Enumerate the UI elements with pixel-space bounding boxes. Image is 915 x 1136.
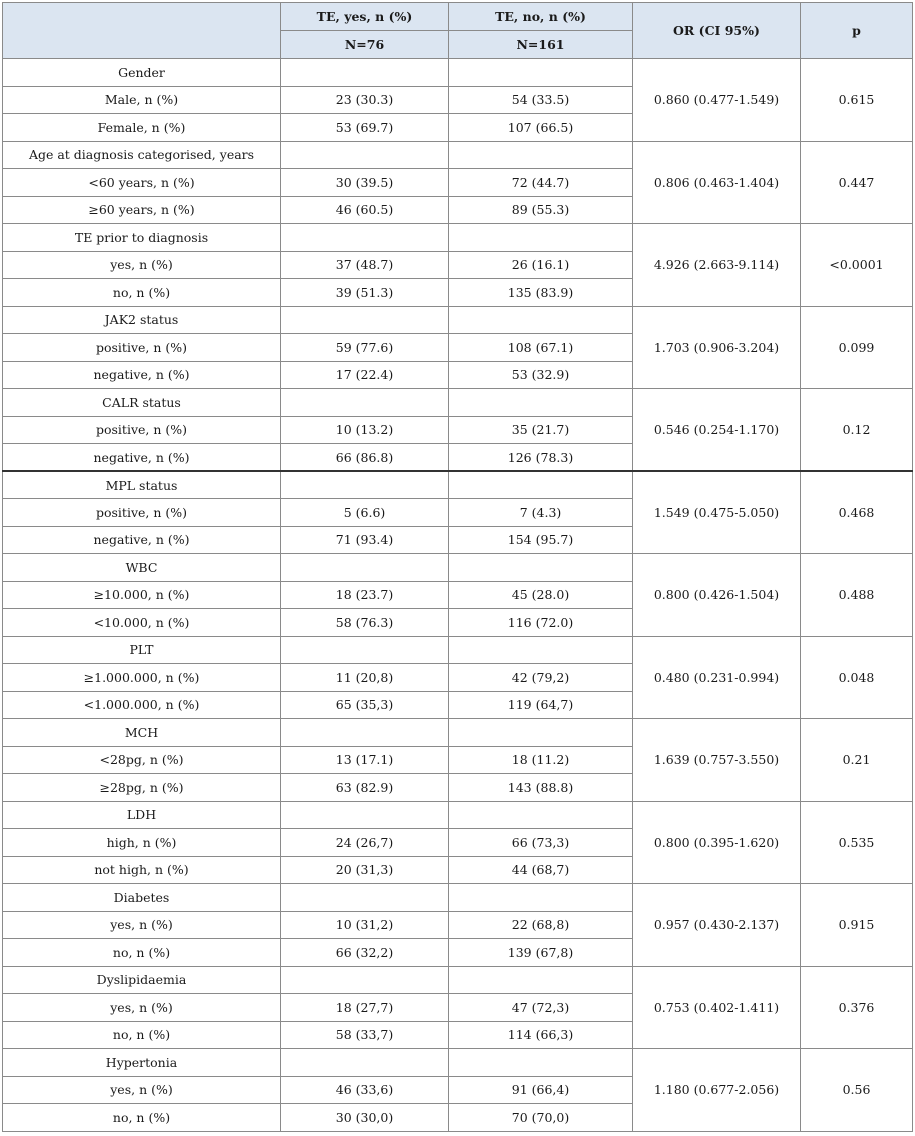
empty-cell-no — [449, 389, 633, 417]
empty-cell-yes — [281, 224, 449, 252]
te-yes-value: 17 (22.4) — [281, 361, 449, 389]
te-no-value: 72 (44.7) — [449, 169, 633, 197]
te-yes-value: 13 (17.1) — [281, 746, 449, 774]
empty-cell-no — [449, 801, 633, 829]
te-yes-value: 11 (20,8) — [281, 664, 449, 692]
te-yes-value: 5 (6.6) — [281, 499, 449, 527]
table-row-section-title — [3, 306, 913, 334]
category-label: yes, n (%) — [3, 1076, 281, 1104]
te-yes-value: 37 (48.7) — [281, 251, 449, 279]
odds-ratio-cell: 0.957 (0.430-2.137) — [633, 884, 801, 967]
header-te-yes-count: N=76 — [281, 31, 449, 59]
te-no-value: 70 (70,0) — [449, 1104, 633, 1132]
category-label: positive, n (%) — [3, 499, 281, 527]
empty-cell-yes — [281, 636, 449, 664]
p-value-cell: 0.535 — [801, 801, 913, 884]
category-label: yes, n (%) — [3, 251, 281, 279]
category-label: yes, n (%) — [3, 994, 281, 1022]
te-yes-value: 24 (26,7) — [281, 829, 449, 857]
te-no-value: 135 (83.9) — [449, 279, 633, 307]
te-yes-value: 18 (27,7) — [281, 994, 449, 1022]
category-label: no, n (%) — [3, 939, 281, 967]
variable-title: PLT — [3, 636, 281, 664]
te-yes-value: 20 (31,3) — [281, 856, 449, 884]
te-yes-value: 59 (77.6) — [281, 334, 449, 362]
odds-ratio-cell: 1.180 (0.677-2.056) — [633, 1049, 801, 1132]
p-value-cell: 0.099 — [801, 306, 913, 389]
te-yes-value: 63 (82.9) — [281, 774, 449, 802]
variable-title: Diabetes — [3, 884, 281, 912]
empty-cell-yes — [281, 884, 449, 912]
empty-cell-no — [449, 636, 633, 664]
te-no-value: 18 (11.2) — [449, 746, 633, 774]
p-value-cell: 0.56 — [801, 1049, 913, 1132]
p-value-cell: 0.488 — [801, 554, 913, 637]
category-label: Female, n (%) — [3, 114, 281, 142]
table-row-section-title — [3, 719, 913, 747]
p-value-cell: 0.048 — [801, 636, 913, 719]
header-p-value: p — [801, 3, 913, 59]
odds-ratio-cell: 0.800 (0.426-1.504) — [633, 554, 801, 637]
te-yes-value: 10 (31,2) — [281, 911, 449, 939]
category-label: high, n (%) — [3, 829, 281, 857]
empty-cell-yes — [281, 1049, 449, 1077]
te-no-value: 139 (67,8) — [449, 939, 633, 967]
te-no-value: 35 (21.7) — [449, 416, 633, 444]
odds-ratio-cell: 0.480 (0.231-0.994) — [633, 636, 801, 719]
empty-cell-yes — [281, 554, 449, 582]
table-header — [3, 3, 913, 59]
te-no-value: 89 (55.3) — [449, 196, 633, 224]
category-label: not high, n (%) — [3, 856, 281, 884]
empty-cell-no — [449, 554, 633, 582]
p-value-cell: 0.376 — [801, 966, 913, 1049]
empty-cell-no — [449, 224, 633, 252]
te-no-value: 114 (66,3) — [449, 1021, 633, 1049]
odds-ratio-cell: 4.926 (2.663-9.114) — [633, 224, 801, 307]
variable-title: LDH — [3, 801, 281, 829]
te-no-value: 47 (72,3) — [449, 994, 633, 1022]
category-label: no, n (%) — [3, 1104, 281, 1132]
variable-title: WBC — [3, 554, 281, 582]
category-label: <10.000, n (%) — [3, 609, 281, 637]
table-row-section-title — [3, 966, 913, 994]
header-te-no-count: N=161 — [449, 31, 633, 59]
empty-cell-no — [449, 59, 633, 87]
category-label: <28pg, n (%) — [3, 746, 281, 774]
empty-cell-yes — [281, 719, 449, 747]
te-yes-value: 46 (33,6) — [281, 1076, 449, 1104]
variable-title: Age at diagnosis categorised, years — [3, 141, 281, 169]
empty-cell-yes — [281, 141, 449, 169]
te-no-value: 119 (64,7) — [449, 691, 633, 719]
te-no-value: 22 (68,8) — [449, 911, 633, 939]
odds-ratio-cell: 1.549 (0.475-5.050) — [633, 471, 801, 554]
te-no-value: 143 (88.8) — [449, 774, 633, 802]
category-label: no, n (%) — [3, 279, 281, 307]
te-yes-value: 23 (30.3) — [281, 86, 449, 114]
header-odds-ratio: OR (CI 95%) — [633, 3, 801, 59]
category-label: Male, n (%) — [3, 86, 281, 114]
te-yes-value: 53 (69.7) — [281, 114, 449, 142]
te-yes-value: 66 (32,2) — [281, 939, 449, 967]
te-no-value: 154 (95.7) — [449, 526, 633, 554]
odds-ratio-cell: 0.860 (0.477-1.549) — [633, 59, 801, 142]
table-row-section-title — [3, 884, 913, 912]
empty-cell-no — [449, 966, 633, 994]
table-row-section-title — [3, 636, 913, 664]
empty-cell-yes — [281, 966, 449, 994]
category-label: ≥60 years, n (%) — [3, 196, 281, 224]
te-yes-value: 39 (51.3) — [281, 279, 449, 307]
category-label: no, n (%) — [3, 1021, 281, 1049]
odds-ratio-cell: 0.546 (0.254-1.170) — [633, 389, 801, 472]
te-yes-value: 30 (30,0) — [281, 1104, 449, 1132]
te-no-value: 116 (72.0) — [449, 609, 633, 637]
variable-title: Gender — [3, 59, 281, 87]
empty-cell-no — [449, 884, 633, 912]
te-yes-value: 58 (33,7) — [281, 1021, 449, 1049]
variable-title: Dyslipidaemia — [3, 966, 281, 994]
odds-ratio-cell: 0.753 (0.402-1.411) — [633, 966, 801, 1049]
te-no-value: 26 (16.1) — [449, 251, 633, 279]
variable-title: Hypertonia — [3, 1049, 281, 1077]
category-label: ≥28pg, n (%) — [3, 774, 281, 802]
te-no-value: 42 (79,2) — [449, 664, 633, 692]
odds-ratio-cell: 0.806 (0.463-1.404) — [633, 141, 801, 224]
te-no-value: 53 (32.9) — [449, 361, 633, 389]
variable-title: MCH — [3, 719, 281, 747]
te-yes-value: 71 (93.4) — [281, 526, 449, 554]
te-yes-value: 58 (76.3) — [281, 609, 449, 637]
p-value-cell: <0.0001 — [801, 224, 913, 307]
category-label: ≥1.000.000, n (%) — [3, 664, 281, 692]
te-no-value: 91 (66,4) — [449, 1076, 633, 1104]
table-row-section-title — [3, 59, 913, 87]
category-label: positive, n (%) — [3, 334, 281, 362]
category-label: negative, n (%) — [3, 361, 281, 389]
table-row-section-title — [3, 389, 913, 417]
variable-title: MPL status — [3, 471, 281, 499]
variable-title: TE prior to diagnosis — [3, 224, 281, 252]
te-yes-value: 30 (39.5) — [281, 169, 449, 197]
te-yes-value: 46 (60.5) — [281, 196, 449, 224]
empty-cell-no — [449, 306, 633, 334]
te-no-value: 126 (78.3) — [449, 444, 633, 472]
empty-cell-no — [449, 1049, 633, 1077]
p-value-cell: 0.615 — [801, 59, 913, 142]
table-row-section-title — [3, 1049, 913, 1077]
table-row-section-title — [3, 141, 913, 169]
te-yes-value: 18 (23.7) — [281, 581, 449, 609]
category-label: negative, n (%) — [3, 444, 281, 472]
te-no-value: 7 (4.3) — [449, 499, 633, 527]
category-label: negative, n (%) — [3, 526, 281, 554]
p-value-cell: 0.21 — [801, 719, 913, 802]
category-label: <60 years, n (%) — [3, 169, 281, 197]
empty-cell-yes — [281, 801, 449, 829]
category-label: <1.000.000, n (%) — [3, 691, 281, 719]
p-value-cell: 0.915 — [801, 884, 913, 967]
empty-cell-no — [449, 719, 633, 747]
empty-cell-yes — [281, 306, 449, 334]
te-yes-value: 10 (13.2) — [281, 416, 449, 444]
variable-title: JAK2 status — [3, 306, 281, 334]
table-row-section-title — [3, 554, 913, 582]
results-table — [2, 2, 913, 1132]
p-value-cell: 0.468 — [801, 471, 913, 554]
category-label: ≥10.000, n (%) — [3, 581, 281, 609]
empty-cell-yes — [281, 471, 449, 499]
empty-cell-no — [449, 141, 633, 169]
table-body — [3, 59, 913, 1132]
header-te-no: TE, no, n (%) — [449, 3, 633, 31]
variable-title: CALR status — [3, 389, 281, 417]
odds-ratio-cell: 1.639 (0.757-3.550) — [633, 719, 801, 802]
empty-cell-no — [449, 471, 633, 499]
p-value-cell: 0.12 — [801, 389, 913, 472]
te-no-value: 107 (66.5) — [449, 114, 633, 142]
te-yes-value: 65 (35,3) — [281, 691, 449, 719]
te-yes-value: 66 (86.8) — [281, 444, 449, 472]
table-row-section-title — [3, 471, 913, 499]
empty-cell-yes — [281, 389, 449, 417]
te-no-value: 108 (67.1) — [449, 334, 633, 362]
odds-ratio-cell: 0.800 (0.395-1.620) — [633, 801, 801, 884]
te-no-value: 66 (73,3) — [449, 829, 633, 857]
table-row-section-title — [3, 801, 913, 829]
header-te-yes: TE, yes, n (%) — [281, 3, 449, 31]
te-no-value: 45 (28.0) — [449, 581, 633, 609]
category-label: positive, n (%) — [3, 416, 281, 444]
header-blank-cell — [3, 3, 281, 59]
table-row-section-title — [3, 224, 913, 252]
odds-ratio-cell: 1.703 (0.906-3.204) — [633, 306, 801, 389]
category-label: yes, n (%) — [3, 911, 281, 939]
empty-cell-yes — [281, 59, 449, 87]
te-no-value: 54 (33.5) — [449, 86, 633, 114]
p-value-cell: 0.447 — [801, 141, 913, 224]
te-no-value: 44 (68,7) — [449, 856, 633, 884]
